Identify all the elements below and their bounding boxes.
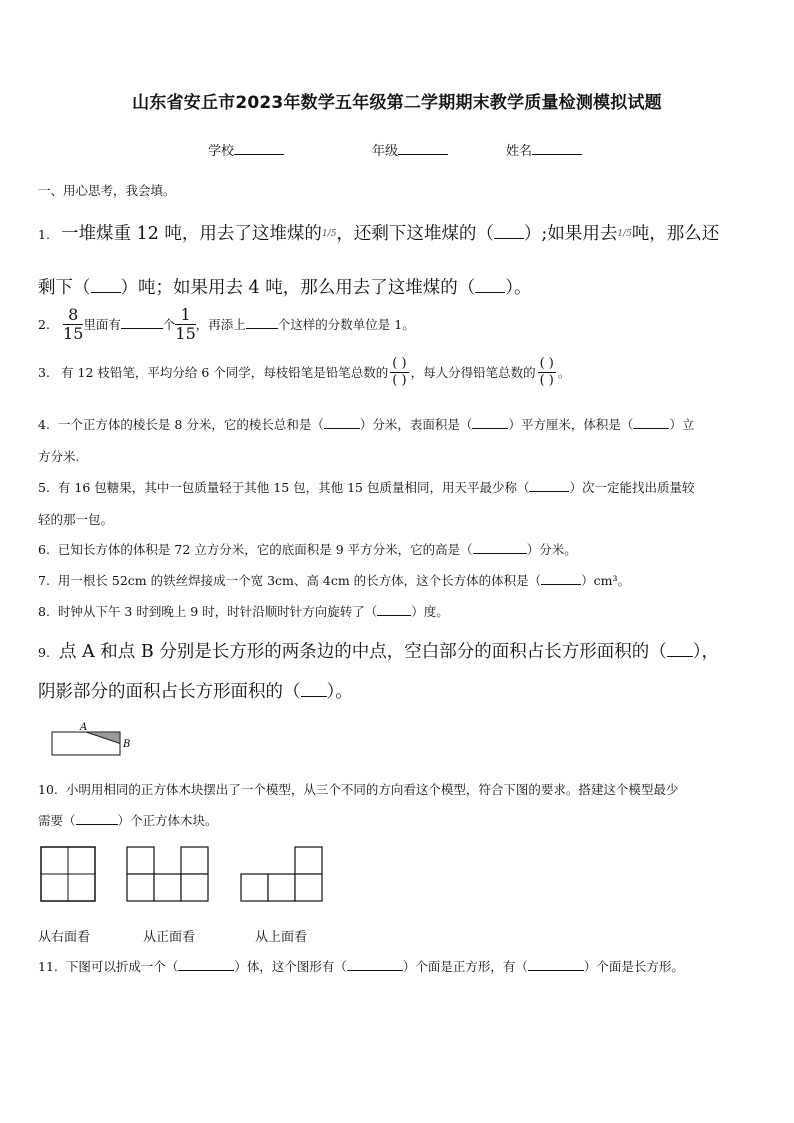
answer-blank: [541, 572, 581, 585]
question-5-line-2: 轻的那一包。: [38, 512, 114, 527]
question-number: 10.: [38, 782, 58, 797]
point-a-label: A: [80, 722, 88, 733]
fraction-eight-fifteenths: $\frac{8}{15}$: [63, 305, 84, 343]
top-view-figure: [240, 846, 324, 904]
question-number: 2.: [38, 317, 50, 332]
answer-blank: [121, 316, 163, 329]
school-label: 学校: [208, 144, 235, 159]
answer-blank: [494, 226, 524, 239]
grade-blank: [398, 142, 448, 155]
name-label: 姓名: [506, 144, 533, 159]
answer-blank: [246, 316, 278, 329]
question-number: 5.: [38, 480, 50, 495]
question-4-line-2: 方分米.: [38, 449, 80, 464]
school-blank: [234, 142, 284, 155]
answer-blank: [377, 603, 411, 616]
answer-blank: [347, 958, 403, 971]
question-number: 6.: [38, 542, 50, 557]
answer-blank: [667, 644, 693, 657]
question-1-line-1: 1. 一堆煤重 12 吨，用去了这堆煤的1/5，还剩下这堆煤的（ ）;如果用去1/5吨，那么还: [38, 224, 720, 244]
rectangle-figure: [48, 719, 138, 759]
answer-blank: [472, 416, 508, 429]
question-6: 6. 已知长方体的体积是 72 立方分米，它的底面积是 9 平方分米，它的高是（ ）分米。: [38, 542, 577, 557]
fraction-one-fifth: 1/5: [617, 229, 632, 239]
question-5-line-1: 5. 有 16 包糖果，其中一包质量轻于其他 15 包，其他 15 包质量相同，用天平最少称（ ）次一定能找出质量较: [38, 480, 695, 495]
right-view-figure: [40, 846, 96, 904]
answer-blank: [475, 280, 505, 293]
section-heading: 一、用心思考，我会填。: [38, 183, 176, 198]
fraction-one-fifth: 1/5: [321, 229, 337, 239]
right-view-label: 从右面看: [38, 930, 91, 945]
question-number: 8.: [38, 604, 50, 619]
answer-blank: [473, 541, 527, 554]
page-title: 山东省安丘市2023年数学五年级第二学期期末教学质量检测模拟试题: [132, 93, 662, 113]
fraction-one-fifteenth: $\frac{1}{15}$: [175, 305, 196, 343]
point-b-label: B: [123, 739, 131, 750]
front-view-figure: [126, 846, 210, 904]
name-blank: [532, 142, 582, 155]
question-number: 4.: [38, 417, 50, 432]
question-7: 7. 用一根长 52cm 的铁丝焊接成一个宽 3cm、高 4cm 的长方体，这个长方体的体积是（ ）cm³。: [38, 573, 631, 588]
answer-blank: [529, 479, 569, 492]
question-number: 7.: [38, 573, 50, 588]
top-view-label: 从上面看: [255, 930, 308, 945]
question-1-line-2: 剩下（ ）吨；如果用去 4 吨，那么用去了这堆煤的（ ）。: [38, 278, 532, 298]
question-9-line-1: 9. 点 A 和点 B 分别是长方形的两条边的中点，空白部分的面积占长方形面积的（ ），: [38, 642, 720, 662]
answer-blank: [76, 812, 118, 825]
question-4-line-1: 4. 一个正方体的棱长是 8 分米，它的棱长总和是（ ）分米，表面积是（ ）平方厘米，体积是（ ）立: [38, 417, 695, 432]
answer-blank: [301, 684, 327, 697]
question-10-line-2: 需要（ ）个正方体木块。: [38, 813, 218, 828]
grade-label: 年级: [372, 144, 399, 159]
front-view-label: 从正面看: [143, 930, 196, 945]
question-number: 9.: [38, 645, 50, 660]
question-3: 3. 有 12 枝铅笔，平均分给 6 个同学，每枝铅笔是铅笔总数的 ( ) ( ) ，每人分得铅笔总数的 ( ) ( ) 。: [38, 356, 571, 388]
answer-blank: [528, 958, 584, 971]
question-number: 11.: [38, 959, 58, 974]
answer-fraction-blank: ( ) ( ): [392, 356, 407, 388]
question-9-line-2: 阴影部分的面积占长方形面积的（ ）。: [38, 682, 353, 702]
name-field: [506, 140, 582, 159]
school-field: [208, 140, 284, 159]
answer-blank: [633, 416, 669, 429]
answer-blank: [324, 416, 360, 429]
answer-blank: [91, 280, 121, 293]
question-8: 8. 时钟从下午 3 时到晚上 9 时，时针沿顺时针方向旋转了（ ）度。: [38, 604, 449, 619]
answer-blank: [178, 958, 234, 971]
question-2: 2. $\frac{8}{15}$ 里面有 个 $\frac{1}{15}$ ，再添上 个这样的分数单位是 1。: [38, 305, 415, 343]
question-number: 3.: [38, 365, 50, 380]
question-number: 1.: [38, 227, 50, 242]
answer-fraction-blank: ( ) ( ): [539, 356, 554, 388]
question-10-line-1: 10. 小明用相同的正方体木块摆出了一个模型，从三个不同的方向看这个模型，符合下图的要求。搭建这个模型最少: [38, 782, 679, 797]
question-11: 11. 下图可以折成一个（ ）体，这个图形有（ ）个面是正方形，有（ ）个面是长方形。: [38, 959, 684, 974]
grade-field: [372, 140, 448, 159]
